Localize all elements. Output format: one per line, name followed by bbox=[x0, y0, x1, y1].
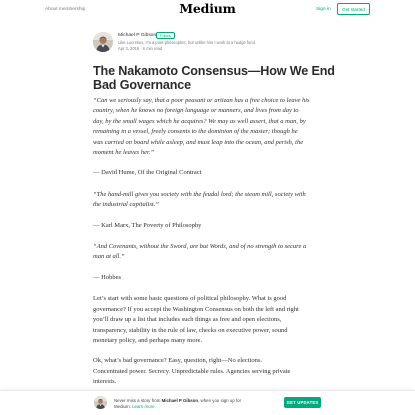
quote-line: was carried on board while asleep, and must leap into the ocean, and perish, the bbox=[93, 138, 304, 146]
top-bar bbox=[0, 0, 415, 20]
paragraph-line: governance? If you accept the Washington Consensus on both the left and right bbox=[93, 305, 299, 313]
footer-text: , when you sign up for bbox=[198, 398, 242, 403]
quote-line: day, by the small wages which he acquires? We may as well assert, that a man, by bbox=[93, 117, 306, 125]
title-line: The Nakamoto Consensus—How We End bbox=[93, 64, 335, 78]
paragraph-line: Ok, what’s bad governance? Easy, question, right—No elections. bbox=[93, 357, 263, 365]
avatar-portrait-icon bbox=[94, 396, 107, 409]
paragraph-line: you’ll draw up a list that includes such things as free and open elections, bbox=[93, 316, 282, 324]
quote-line: “Can we seriously say, that a poor peasant or artizan has a free choice to leave his bbox=[93, 97, 310, 104]
quote-line: the industrial capitalist.” bbox=[93, 201, 159, 209]
author-bio: Like Lucretius, I'm a poet-philosopher, but unlike him I work at a hedge fund. bbox=[118, 40, 257, 45]
signup-footer-banner bbox=[0, 390, 415, 415]
paragraph-line: monetary policy, and perhaps many more. bbox=[93, 336, 203, 344]
paragraph-line: transparency, stability in the rule of law, checks on executive power, sound bbox=[93, 326, 288, 334]
sign-in-link[interactable]: Sign in bbox=[316, 7, 331, 12]
paragraph-bad-governance bbox=[93, 356, 333, 387]
article-title bbox=[93, 64, 333, 92]
get-updates-button[interactable]: GET UPDATES bbox=[284, 397, 321, 408]
title-line: Bad Governance bbox=[93, 78, 191, 92]
medium-logo[interactable]: Medium bbox=[179, 1, 236, 16]
article-body bbox=[93, 96, 333, 388]
footer-text: Medium. bbox=[114, 404, 133, 409]
quote-hobbes bbox=[93, 242, 333, 263]
paragraph-line: Let’s start with some basic questions of political philosophy. What is good bbox=[93, 295, 287, 303]
footer-author-name[interactable]: Michael P Gibson bbox=[161, 398, 199, 403]
footer-message-line2 bbox=[114, 404, 155, 409]
paragraph-line: interests. bbox=[93, 378, 117, 386]
paragraph-good-governance bbox=[93, 294, 333, 346]
avatar-portrait-icon bbox=[93, 32, 113, 52]
attribution-hobbes: — Hobbes bbox=[93, 273, 121, 281]
quote-hume bbox=[93, 96, 333, 158]
quote-line: moment he leaves her.” bbox=[93, 149, 155, 157]
attribution-marx: — Karl Marx, The Poverty of Philosophy bbox=[93, 221, 202, 229]
quote-line: “The hand-mill gives you society with the feudal lord; the steam mill, society with bbox=[93, 190, 306, 198]
quote-line: remaining in a vessel, freely consents to the dominion of the master; though he bbox=[93, 128, 298, 136]
get-started-button[interactable]: Get started bbox=[337, 3, 370, 15]
quote-marx bbox=[93, 190, 333, 211]
paragraph-line: Concentrated power. Secrecy. Unpredictable rules. Agencies serving private bbox=[93, 367, 291, 375]
author-byline bbox=[93, 31, 333, 55]
author-name[interactable]: Michael P Gibson bbox=[118, 33, 157, 38]
quote-line: man at all.” bbox=[93, 253, 125, 261]
quote-line: country, when he knows no foreign language or manners, and lives from day to bbox=[93, 107, 299, 115]
author-avatar[interactable] bbox=[93, 32, 113, 52]
footer-text: Never miss a story from bbox=[114, 398, 162, 403]
footer-author-avatar bbox=[94, 396, 107, 409]
follow-button[interactable]: Follow bbox=[156, 32, 175, 39]
attribution-hume: — David Hume, Of the Original Contract bbox=[93, 169, 202, 177]
about-membership-link[interactable]: About membership bbox=[45, 7, 86, 12]
footer-message-line1 bbox=[114, 398, 241, 403]
quote-line: “And Covenants, without the Sword, are but Words, and of no strength to secure a bbox=[93, 243, 307, 251]
learn-more-link[interactable]: Learn more bbox=[132, 404, 155, 409]
post-date-readtime: Apr 3, 2016 · 6 min read bbox=[118, 46, 163, 51]
